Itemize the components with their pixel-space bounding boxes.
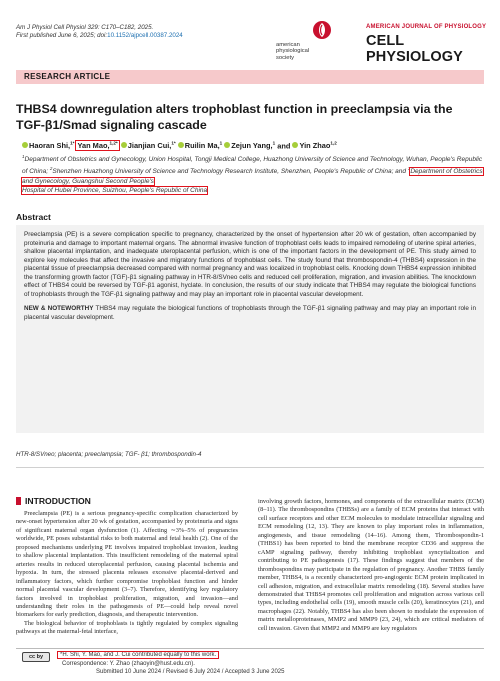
author-label: Zejun Yang,	[231, 141, 273, 151]
author-affil-marker: 1	[272, 141, 276, 146]
intro-left-column	[16, 510, 238, 637]
intro-paragraph-1: Preeclampsia (PE) is a serious pregnancy-specific complication characterized by new-onset hypertension after 20 wk of gestation, accompanied by proteinuria and signs of significant maternal organ dysfunction (1). Affecting ∼3%–5% of pregnancies worldwide, PE poses substantial risks to both maternal and fetal health (2). One of the proposed mechanisms underlying PE involves impaired trophoblast invasion, leading to shallow placental implantation. This insufficient remodeling of the maternal spiral arteries results in reduced uteroplacental perfusion, causing placental ischemia and hypoxia. In turn, the stressed placenta releases excessive placental-derived and inflammatory factors, which further compromise trophoblast function and hinder normal placental vascular development (3–7). Therefore, identifying key regulatory factors involved in trophoblast proliferation, migration, and invasion—and understanding their roles in the pathogenesis of PE—could help reveal novel biomarkers for early prediction, diagnosis, and therapeutic intervention.	[16, 510, 238, 619]
author-label: and	[277, 141, 291, 151]
author-affil-marker: 1*	[171, 141, 176, 146]
society-logo	[276, 20, 332, 64]
author-name[interactable]	[121, 141, 176, 150]
affiliation-3-highlighted: Department of Obstetrics and Gynecology, Guangshui Second People's	[22, 168, 483, 185]
author-name[interactable]	[22, 141, 74, 150]
affil-marker-1: 1	[22, 154, 25, 159]
affil-marker-3: 3	[407, 166, 411, 172]
introduction-heading: INTRODUCTION	[16, 496, 91, 506]
author-label: Yan Mao,	[77, 141, 110, 151]
orcid-icon[interactable]	[292, 142, 298, 148]
author-name[interactable]	[292, 141, 336, 150]
abstract-heading: Abstract	[16, 212, 51, 222]
new-noteworthy-text: THBS4 may regulate the biological functions of trophoblasts through the TGF-β1 signaling pathway and may play an important role in placental vascular development.	[24, 305, 476, 321]
author-affil-marker: 1	[219, 141, 223, 146]
keywords: HTR-8/SVneo; placenta; preeclampsia; TGF- β1; thrombospondin-4	[16, 451, 202, 458]
footer-divider	[16, 648, 484, 649]
citation	[16, 24, 183, 41]
author-affil-marker: 1,2*	[109, 141, 118, 146]
journal-supertitle: AMERICAN JOURNAL OF PHYSIOLOGY	[366, 24, 487, 30]
new-noteworthy-label: NEW & NOTEWORTHY	[24, 305, 94, 312]
orcid-icon[interactable]	[224, 142, 230, 148]
affil-marker-2: 2	[49, 166, 53, 172]
affiliations	[22, 152, 486, 195]
intro-right-column	[258, 498, 484, 633]
intro-paragraph-2: The biological behavior of trophoblasts is tightly regulated by complex signaling pathways at the maternal-fetal interface,	[16, 619, 238, 636]
author-name[interactable]	[76, 141, 118, 150]
author-affil-marker: 1*	[70, 141, 75, 146]
journal-title: CELL PHYSIOLOGY	[366, 33, 463, 65]
intro-paragraph-3: involving growth factors, hormones, and components of the extracellular matrix (ECM) (8–11). The thrombospondins (THBSs) are a family of ECM proteins that interact with cell surface receptors and other ECM molecules to modulate intracellular signaling and ECM remodeling (12, 13). They are known to play important roles in inflammation, angiogenesis, and tissue remodeling (14–16). Among them, Thrombospondin-1 (THBS1) has been reported to bind the membrane receptor CD36 and suppress the cAMP signaling pathway, thereby inhibiting trophoblast syncytialization and contributing to PE pathogenesis (17). These findings suggest that members of the thrombospondins may participate in the regulation of pregnancy. Another THBS family member, THBS4, is a recently characterized pro-angiogenic ECM protein implicated in cell adhesion, migration, and extracellular matrix remodeling (18). Several studies have demonstrated that THBS4 promotes cell proliferation and migration across various cell types, including endothelial cells (19), smooth muscle cells (20), keratinocytes (21), and macrophages (22). Notably, THBS4 has also been shown to modulate the expression of matrix metalloproteinases, MMP2 and MMP9 (23, 24), which are critical mediators of cell invasion. Given that MMP2 and MMP9 are key regulators	[258, 498, 484, 632]
correspondence-note: Correspondence: Y. Zhao (zhaoyin@hust.edu.cn).	[62, 661, 195, 667]
author-name[interactable]	[224, 141, 275, 150]
citation-line-2: First published June 6, 2025; doi:10.1152/ajpcell.00387.2024	[16, 32, 183, 40]
submission-dates: Submitted 10 June 2024 / Revised 6 July 2024 / Accepted 3 June 2025	[96, 669, 285, 675]
article-type-bar	[16, 70, 484, 84]
author-label: Yin Zhao	[299, 141, 331, 151]
society-name: american physiological society	[276, 42, 310, 61]
affiliation-1: Department of Obstetrics and Gynecology, Union Hospital, Tongji Medical College, Huazhong University of Science and Technology, Wuhan, People's Republic of China;	[22, 156, 483, 176]
doi-link[interactable]: 10.1152/ajpcell.00387.2024	[107, 32, 183, 40]
article-title: THBS4 downregulation alters trophoblast function in preeclampsia via the TGF-β1/Smad signaling cascade	[16, 102, 453, 132]
author-affil-marker: 1,2	[330, 141, 337, 146]
author-label: Ruilin Ma,	[184, 141, 220, 151]
orcid-icon[interactable]	[22, 142, 28, 148]
orcid-icon[interactable]	[121, 142, 127, 148]
author-label: Jianjian Cui,	[127, 141, 172, 151]
equal-contribution-note: *H. Shi, Y. Mao, and J. Cui contributed equally to this work.	[60, 652, 217, 658]
affiliation-2: Shenzhen Huazhong University of Science and Technology Research Institute, Shenzhen, People's Republic of China; and	[52, 168, 407, 176]
cc-license-badge[interactable]: cc by	[22, 652, 50, 662]
new-noteworthy	[24, 305, 476, 322]
divider	[16, 467, 484, 468]
author-label: Haoran Shi,	[29, 141, 71, 151]
article-type-label: RESEARCH ARTICLE	[24, 72, 111, 81]
section-marker-icon	[16, 497, 21, 505]
society-logo-icon	[312, 20, 332, 40]
author-name[interactable]	[178, 141, 222, 150]
abstract-box	[16, 225, 484, 433]
affiliation-3-continued: Hospital of Hubei Province, Suizhou, People's Republic of China	[22, 186, 208, 194]
orcid-icon[interactable]	[178, 142, 184, 148]
abstract-text: Preeclampsia (PE) is a severe complication specific to pregnancy, characterized by the onset of hypertension after 20 wk of gestation, often accompanied by proteinuria and damage to important maternal organs. The abnormal invasive function of trophoblast cells leads to impaired remodeling of uterine spiral arteries, shallow placental implantation, and inadequate uteroplacental perfusion, which is one of the important factors in the development of PE. This study aimed to explore key molecules that affect the invasive and migratory functions of trophoblast cells. The study found that thrombospondin-4 (THBS4) expression in the placental tissue of preeclampsia decreased compared with normal pregnancy and was localized in trophoblast cells. Knocking down THBS4 expression inhibited the transforming growth factor (TGF)-β1 signaling pathway in HTR-8/SVneo cells and reduced cell proliferation, migration, and invasion abilities. The knockdown effect of THBS4 could be reversed by TGF-β1 agonist, hyclate. In conclusion, the results of our study indicate that THBS4 may regulate the biological functions of trophoblasts through the TGF-β1 signaling pathway and may play an important role in placental vascular development.	[24, 231, 476, 298]
author-list	[22, 141, 337, 150]
author-name[interactable]	[277, 141, 290, 150]
citation-line-1: Am J Physiol Cell Physiol 329: C170–C182, 2025.	[16, 24, 154, 31]
